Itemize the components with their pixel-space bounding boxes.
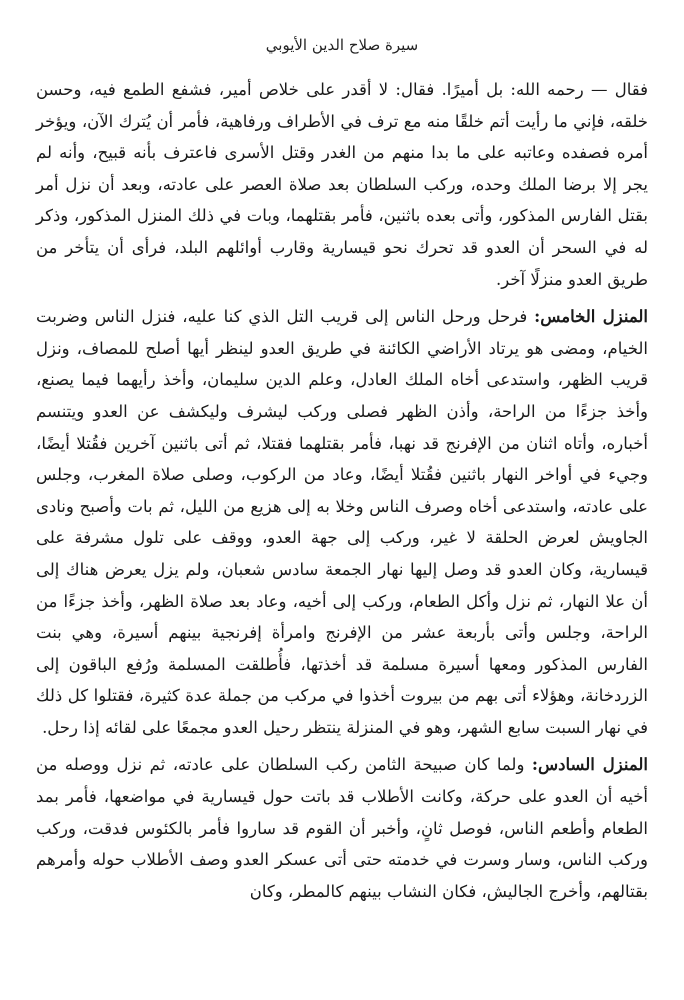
paragraph-2-text: فرحل ورحل الناس إلى قريب التل الذي كنا عليه، فنزل الناس وضربت الخيام، ومضى هو يرتاد الأراضي الكائنة في طريق العدو لينظر أيها أصلح للمصاف، ونزل قريب الظهر، واستدعى أخاه الملك العادل، وعلم الدين سليمان، وأخذ رأيهما فيما يصنع، وأخذ جزءًا من الراحة، وأذن الظهر فصلى وركب ليشرف وليكشف عن العدو ويتنسم أخباره، وأتاه اثنان من الإفرنج قد نهبا، فأمر بقتلهما فقتلا، ثم أتى باثنين آخرين فقُتلا أيضًا، وجيء في أواخر النهار باثنين فقُتلا أيضًا، وعاد من الركوب، وصلى صلاة المغرب، وجلس على عادته، واستدعى أخاه وصرف الناس وخلا به إلى هزيع من الليل، ثم بات وأصبح ونادى الجاويش لعرض الحلقة لا غير، وركب إلى جهة العدو، ووقف على تلول مشرفة على قيسارية، وكان العدو قد وصل إليها نهار الجمعة سادس شعبان، ولم يزل يعرض هناك إلى أن علا النهار، ثم نزل وأكل الطعام، وركب إلى أخيه، وعاد بعد صلاة الظهر، وأخذ جزءًا من الراحة، وجلس وأتى بأربعة عشر من الإفرنج وامرأة إفرنجية بينهم أسيرة، وهي بنت الفارس المذكور ومعها أسيرة مسلمة قد أخذتها، فأُطلقت المسلمة ورُفع الباقون إلى الزردخانة، وهؤلاء أتى بهم من بيروت أخذوا في مركب من جملة عدة كثيرة، فقتلوا كل ذلك في نهار السبت سابع الشهر، وهو في المنزلة ينتظر رحيل العدو مجمعًا على لقائه إذا رحل. xyxy=(36,307,648,737)
paragraph-1-text: فقال — رحمه الله: بل أميرًا. فقال: لا أقدر على خلاص أمير، فشفع الطمع فيه، وحسن خلقه، فإني ما رأيت أتم خلقًا منه مع ترف في الأطراف ورفاهية، فأمر أن يُترك الآن، ويؤخر أمره فصفده وعاتبه على ما بدا منهم من الغدر وقتل الأسرى فاعترف بأنه قبيح، وأنه لم يجر إلا برضا الملك وحده، وركب السلطان بعد صلاة العصر على عادته، وبعد أن نزل أمر بقتل الفارس المذكور، وأتى بعده باثنين، فأمر بقتلهما، وبات في ذلك المنزل المذكور، وذكر له في السحر أن العدو قد تحرك نحو قيسارية وقارب أوائلهم البلد، فرأى أن يتأخر من طريق العدو منزلًا آخر. xyxy=(36,80,648,289)
paragraph-3-text: ولما كان صبيحة الثامن ركب السلطان على عادته، ثم نزل ووصله من أخيه أن العدو على حركة، وكانت الأطلاب قد باتت حول قيسارية في مواضعها، فأمر بمد الطعام وأطعم الناس، فوصل ثانٍ، وأخبر أن القوم قد ساروا فأمر بالكئوس فدقت، وركب وركب الناس، وسار وسرت في خدمته حتى أتى عسكر العدو وصف الأطلاب حوله وأمرهم بقتالهم، وأخرج الجاليش، فكان النشاب بينهم كالمطر، وكان xyxy=(36,755,648,901)
paragraph-2 xyxy=(36,301,648,743)
running-head: سيرة صلاح الدين الأيوبي xyxy=(265,36,419,54)
stage-label-sixth: المنزل السادس: xyxy=(531,755,648,775)
stage-label-fifth: المنزل الخامس: xyxy=(534,307,648,327)
body-text xyxy=(36,74,648,907)
paragraph-1 xyxy=(36,74,648,295)
paragraph-3 xyxy=(36,749,648,907)
